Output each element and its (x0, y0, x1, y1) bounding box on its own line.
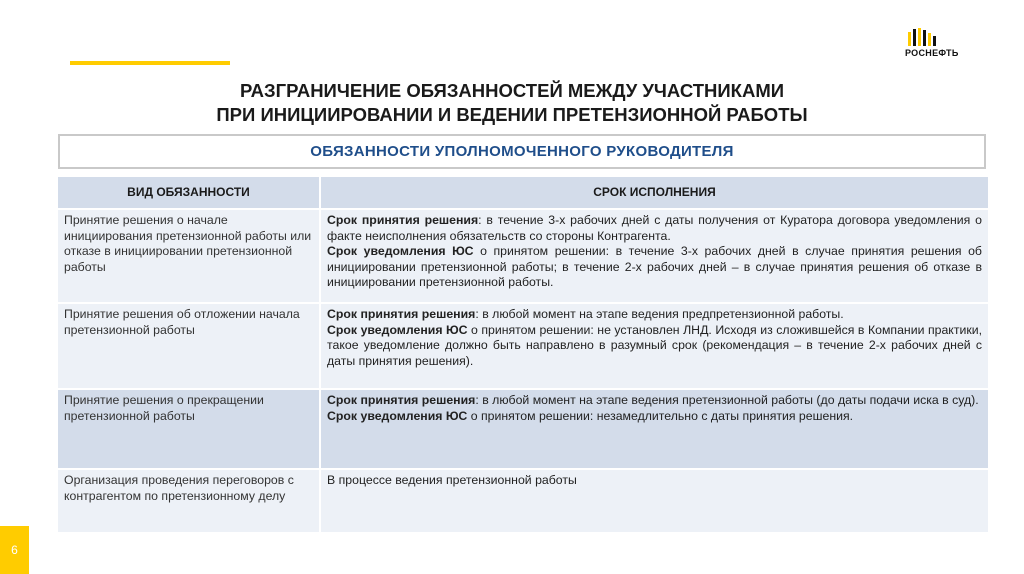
table-row (58, 469, 989, 533)
section-subheader: ОБЯЗАННОСТИ УПОЛНОМОЧЕННОГО РУКОВОДИТЕЛЯ (58, 134, 986, 169)
decision-label: Срок принятия решения (327, 393, 476, 407)
decision-text: : в любой момент на этапе ведения предпретензионной работы. (475, 307, 844, 321)
notice-text: о принятом решении: не установлен ЛНД. Исходя из сложившейся в Компании практики, такое уведомление должно быть направлено в разумный срок (рекомендация – в течение 2-х рабочих дней с даты принятия решения). (327, 322, 982, 368)
row-kind: Принятие решения о начале инициирования претензионной работы или отказе в инициировании претензионной работы (58, 209, 320, 303)
row-deadline (320, 389, 989, 469)
header-kind: ВИД ОБЯЗАННОСТИ (58, 177, 320, 209)
notice-text: о принятом решении: в течение 3-х рабочих дней в случае принятия решения об инициировании претензионной работы; в течение 2-х рабочих дней – в случае принятия решения об отказе в инициировании претензионной работы. (327, 244, 982, 290)
row-kind: Принятие решения об отложении начала претензионной работы (58, 303, 320, 389)
title-line-1: РАЗГРАНИЧЕНИЕ ОБЯЗАННОСТЕЙ МЕЖДУ УЧАСТНИКАМИ (239, 80, 785, 101)
page-title (0, 79, 1024, 127)
rosneft-logo-icon (905, 28, 939, 48)
duties-table (58, 177, 990, 534)
notice-label: Срок уведомления ЮС (327, 244, 474, 259)
header-deadline: СРОК ИСПОЛНЕНИЯ (320, 177, 989, 209)
table-row (58, 209, 989, 303)
decision-label: Срок принятия решения (327, 307, 476, 321)
decision-text: : в течение 3-х рабочих дней с даты получения от Куратора договора уведомления о факте неисполнения обязательств со стороны Контрагента. (327, 213, 982, 243)
row-deadline: В процессе ведения претензионной работы (320, 469, 989, 533)
decision-label: Срок принятия решения (327, 213, 479, 227)
row-deadline (320, 303, 989, 389)
notice-label: Срок уведомления ЮС (327, 408, 468, 423)
table-row (58, 389, 989, 469)
row-kind: Принятие решения о прекращении претензионной работы (58, 389, 320, 469)
notice-text: о принятом решении: незамедлительно с даты принятия решения. (467, 408, 854, 423)
table-row (58, 303, 989, 389)
notice-label: Срок уведомления ЮС (327, 322, 468, 337)
rosneft-logo (905, 28, 995, 62)
row-kind: Организация проведения переговоров с контрагентом по претензионному делу (58, 469, 320, 533)
page-number: 6 (0, 526, 29, 574)
decision-text: : в любой момент на этапе ведения претензионной работы (до даты подачи иска в суд). (475, 393, 979, 407)
title-line-2: ПРИ ИНИЦИИРОВАНИИ И ВЕДЕНИИ ПРЕТЕНЗИОННОЙ РАБОТЫ (216, 104, 808, 125)
row-deadline (320, 209, 989, 303)
accent-line (70, 61, 230, 65)
logo-text: РОСНЕФТЬ (905, 48, 959, 58)
table-header-row (58, 177, 989, 209)
